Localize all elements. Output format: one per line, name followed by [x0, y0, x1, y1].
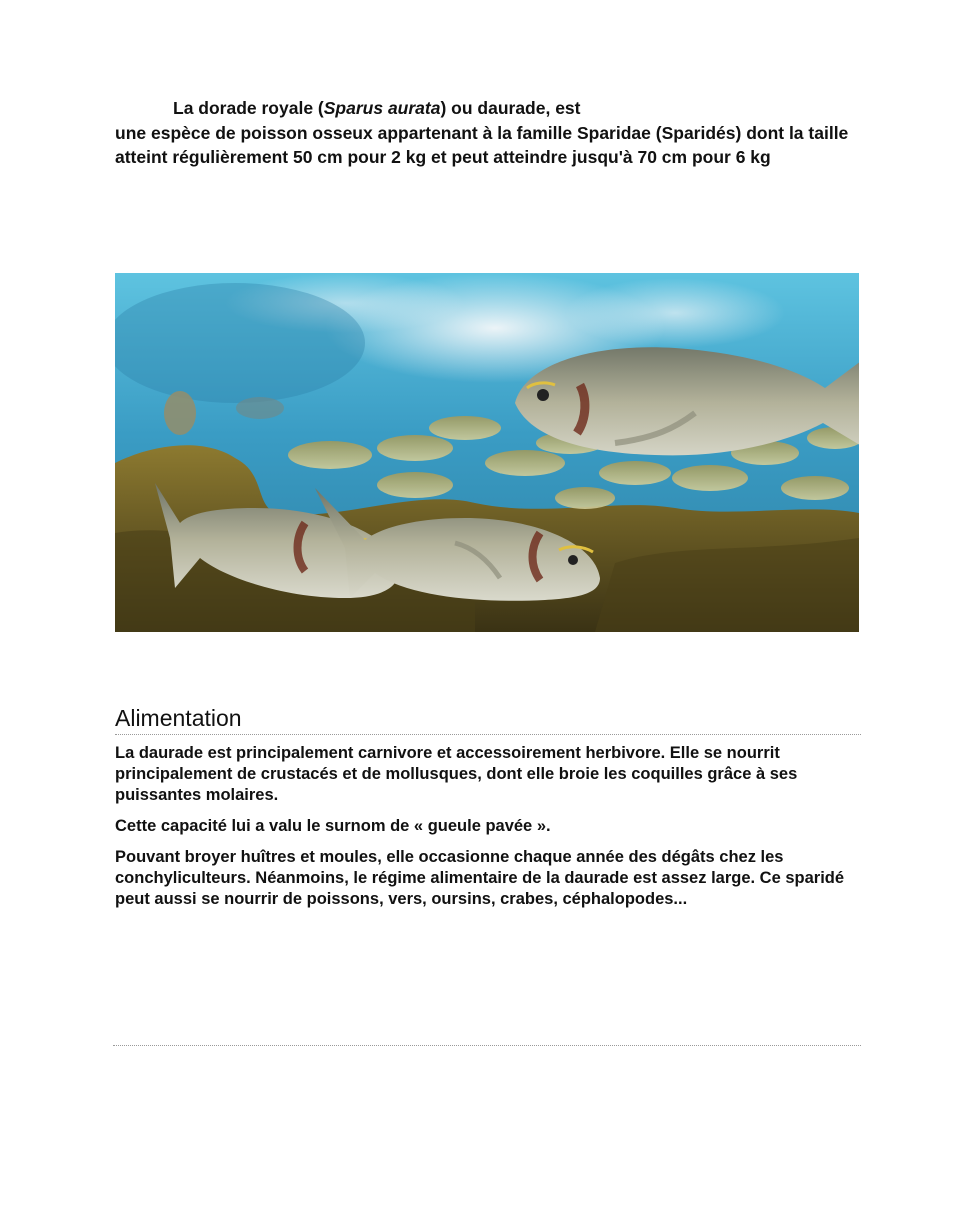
intro-paragraph [115, 96, 855, 170]
intro-prefix: La dorade royale ( [173, 98, 324, 118]
paragraph: La daurade est principalement carnivore et accessoirement herbivore. Elle se nourrit principalement de crustacés et de mollusques, dont elle broie les coquilles grâce à ses puissantes molaires. [115, 744, 798, 804]
bottom-divider [113, 1045, 861, 1046]
intro-rest: une espèce de poisson osseux appartenant à la famille Sparidae (Sparidés) dont la taille atteint régulièrement 50 cm pour 2 kg et peut atteindre jusqu'à 70 cm pour 6 kg [115, 122, 849, 167]
sea-bream-photo [115, 273, 859, 632]
paragraph: Cette capacité lui a valu le surnom de « gueule pavée ». [115, 817, 551, 835]
underwater-scene-illustration [115, 273, 859, 632]
alimentation-body [115, 743, 857, 920]
species-name: Sparus aurata [323, 98, 441, 118]
paragraph: Pouvant broyer huîtres et moules, elle occasionne chaque année des dégâts chez les conchyliculteurs. Néanmoins, le régime alimentaire de la daurade est assez large. Ce sparidé peut aussi se nourrir de poissons, vers, oursins, crabes, céphalopodes... [115, 848, 845, 908]
intro-suffix: ) ou daurade, est [440, 98, 581, 118]
intro-first-line [115, 96, 855, 121]
section-heading-alimentation: Alimentation [115, 704, 861, 735]
